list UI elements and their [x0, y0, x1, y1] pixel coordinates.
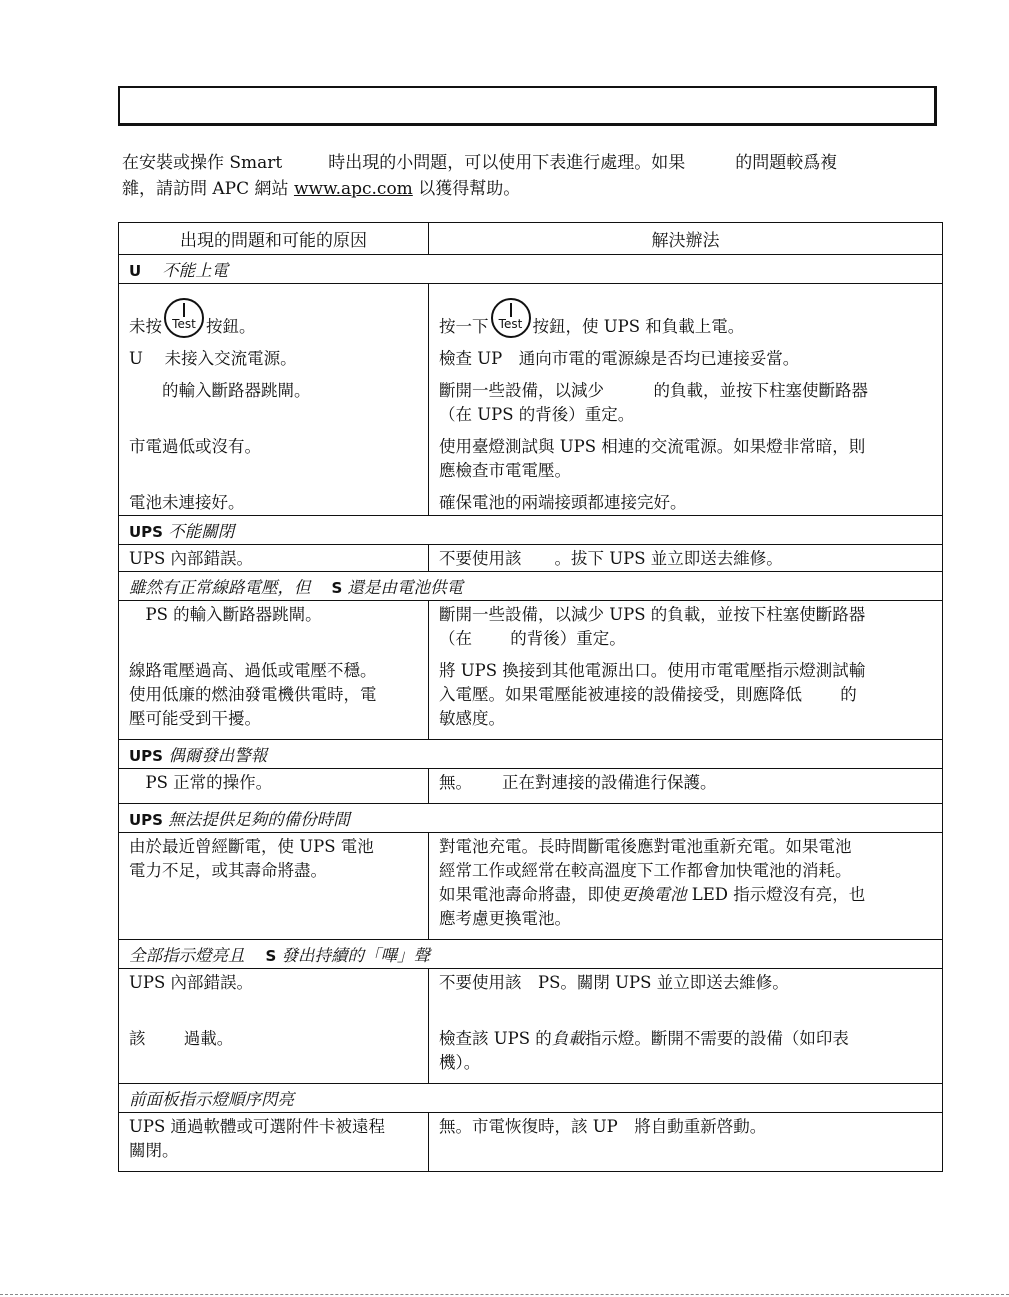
section-prefix: UPS [129, 523, 163, 541]
solution-text: 使用臺燈測試與 UPS 相連的交流電源。如果燈非常暗，則 [439, 437, 866, 456]
solution-text: 入電壓。如果電壓能被連接的設備接受，則應降低 的 [439, 685, 857, 704]
solution-text: 指示燈。斷開不需要的設備（如印表 [584, 1029, 849, 1048]
section-title: 雖然有正常線路電壓，但 [129, 578, 311, 597]
cause-text: UPS 通過軟體或可選附件卡被遠程 [129, 1117, 386, 1136]
cause-text: 該 過載。 [129, 1029, 234, 1048]
intro-paragraph [122, 150, 942, 202]
test-icon-label: Test [172, 317, 196, 331]
solution-text: 對電池充電。長時間斷電後應對電池重新充電。如果電池 [439, 837, 852, 856]
solution-text: 確保電池的兩端接頭都連接完好。 [439, 493, 687, 512]
section-prefix: S [265, 947, 277, 965]
cause-text: 未按 [129, 317, 162, 336]
page-bottom-rule [0, 1294, 1009, 1295]
section-row [119, 255, 943, 284]
solution-text: 按鈕，使 UPS 和負載上電。 [532, 317, 745, 336]
table-row [119, 769, 943, 804]
cause-cell [119, 284, 429, 516]
intro-line1b: 時出現的小問題，可以使用下表進行處理。如果 [328, 153, 686, 173]
table-row [119, 1113, 943, 1172]
section-title: 前面板指示燈順序閃亮 [129, 1090, 294, 1109]
section-row [119, 1084, 943, 1113]
section-title-2: 還是由電池供電 [347, 578, 464, 597]
section-title: 不能上電 [162, 261, 229, 280]
intro-line2b: 以獲得幫助。 [412, 179, 521, 199]
cause-text: 的輸入斷路器跳閘。 [129, 381, 311, 400]
table-header-row [119, 223, 943, 255]
test-icon-label: Test [498, 317, 523, 331]
solution-text: 應檢查市電電壓。 [439, 461, 571, 480]
solution-text: （在 UPS 的背後）重定。 [439, 405, 635, 424]
cause-text: U 未接入交流電源。 [129, 349, 297, 368]
section-prefix: UPS [129, 811, 163, 829]
solution-text: 斷開一些設備，以減少 的負載，並按下柱塞使斷路器 [439, 381, 868, 400]
section-title-box [118, 86, 937, 126]
cause-text: 壓可能受到干擾。 [129, 709, 261, 728]
apc-website-link[interactable]: www.apc.com [293, 179, 413, 199]
section-title-2: 發出持續的「嗶」聲 [281, 946, 431, 965]
section-row [119, 740, 943, 769]
cause-text: UPS 內部錯誤。 [129, 549, 254, 568]
table-row [119, 969, 943, 1084]
section-title: 偶爾發出警報 [168, 746, 268, 765]
cause-cell [119, 769, 429, 804]
section-prefix: U [129, 262, 142, 280]
table-row [119, 601, 943, 740]
section-row [119, 940, 943, 969]
cause-cell [119, 1113, 429, 1172]
solution-cell [429, 769, 943, 804]
solution-text: 斷開一些設備，以減少 UPS 的負載，並按下柱塞使斷路器 [439, 605, 866, 624]
cause-text: 市電過低或沒有。 [129, 437, 261, 456]
solution-text: 機）。 [439, 1053, 481, 1072]
section-title: 全部指示燈亮且 [129, 946, 245, 965]
cause-text: UPS 內部錯誤。 [129, 973, 254, 992]
solution-cell [429, 545, 943, 572]
intro-line1c: 的問題較爲複 [735, 153, 838, 173]
cause-text: PS 的輸入斷路器跳閘。 [129, 605, 322, 624]
solution-text: 不要使用該 。拔下 UPS 並立即送去維修。 [439, 549, 783, 568]
section-prefix: S [331, 579, 343, 597]
section-title: 不能關閉 [168, 522, 235, 541]
cause-cell [119, 601, 429, 740]
test-button-icon [491, 298, 531, 338]
solution-text: 如果電池壽命將盡，即使 [439, 885, 621, 904]
cause-text: 電池未連接好。 [129, 493, 245, 512]
header-cause: 出現的問題和可能的原因 [119, 223, 429, 255]
cause-text: 由於最近曾經斷電，使 UPS 電池 [129, 837, 374, 856]
table-row [119, 284, 943, 516]
solution-text: 按一下 [439, 317, 489, 336]
solution-text: 將 UPS 換接到其他電源出口。使用市電電壓指示燈測試輸 [439, 661, 866, 680]
solution-cell [429, 284, 943, 516]
cause-cell [119, 833, 429, 940]
section-row [119, 516, 943, 545]
solution-text: 不要使用該 PS。關閉 UPS 並立即送去維修。 [439, 973, 789, 992]
cause-text: 關閉。 [129, 1141, 179, 1160]
cause-text: 線路電壓過高、過低或電壓不穩。 [129, 661, 377, 680]
solution-text: 應考慮更換電池。 [439, 909, 571, 928]
table-row [119, 833, 943, 940]
cause-text: 電力不足，或其壽命將盡。 [129, 861, 327, 880]
solution-text: 檢查 UP 通向市電的電源線是否均已連接妥當。 [439, 349, 800, 368]
section-row [119, 572, 943, 601]
table-row [119, 545, 943, 572]
cause-cell [119, 545, 429, 572]
solution-text: 敏感度。 [439, 709, 505, 728]
solution-cell [429, 601, 943, 740]
section-title: 無法提供足夠的備份時間 [168, 810, 350, 829]
intro-line1a: 在安裝或操作 Smart [122, 153, 283, 173]
cause-text: PS 正常的操作。 [129, 773, 273, 792]
load-led-label: 負載 [551, 1029, 585, 1048]
cause-text: 使用低廉的燃油發電機供電時，電 [129, 685, 377, 704]
solution-cell [429, 969, 943, 1084]
cause-cell [119, 969, 429, 1084]
solution-text: 無。 正在對連接的設備進行保護。 [439, 773, 717, 792]
section-row [119, 804, 943, 833]
solution-cell [429, 833, 943, 940]
header-solution: 解決辦法 [429, 223, 943, 255]
section-prefix: UPS [129, 747, 163, 765]
test-button-icon [164, 298, 204, 338]
solution-text: （在 的背後）重定。 [439, 629, 626, 648]
solution-text: 無。市電恢復時，該 UP 將自動重新啓動。 [439, 1117, 767, 1136]
solution-text: LED 指示燈沒有亮，也 [686, 885, 866, 904]
cause-text: 按鈕。 [206, 317, 256, 336]
troubleshooting-table [118, 222, 943, 1172]
replace-battery-led-label: 更換電池 [620, 885, 687, 904]
intro-line2a: 雜，請訪問 APC 網站 [122, 179, 294, 199]
solution-text: 檢查該 UPS 的 [439, 1029, 552, 1048]
solution-text: 經常工作或經常在較高溫度下工作都會加快電池的消耗。 [439, 861, 852, 880]
solution-cell [429, 1113, 943, 1172]
